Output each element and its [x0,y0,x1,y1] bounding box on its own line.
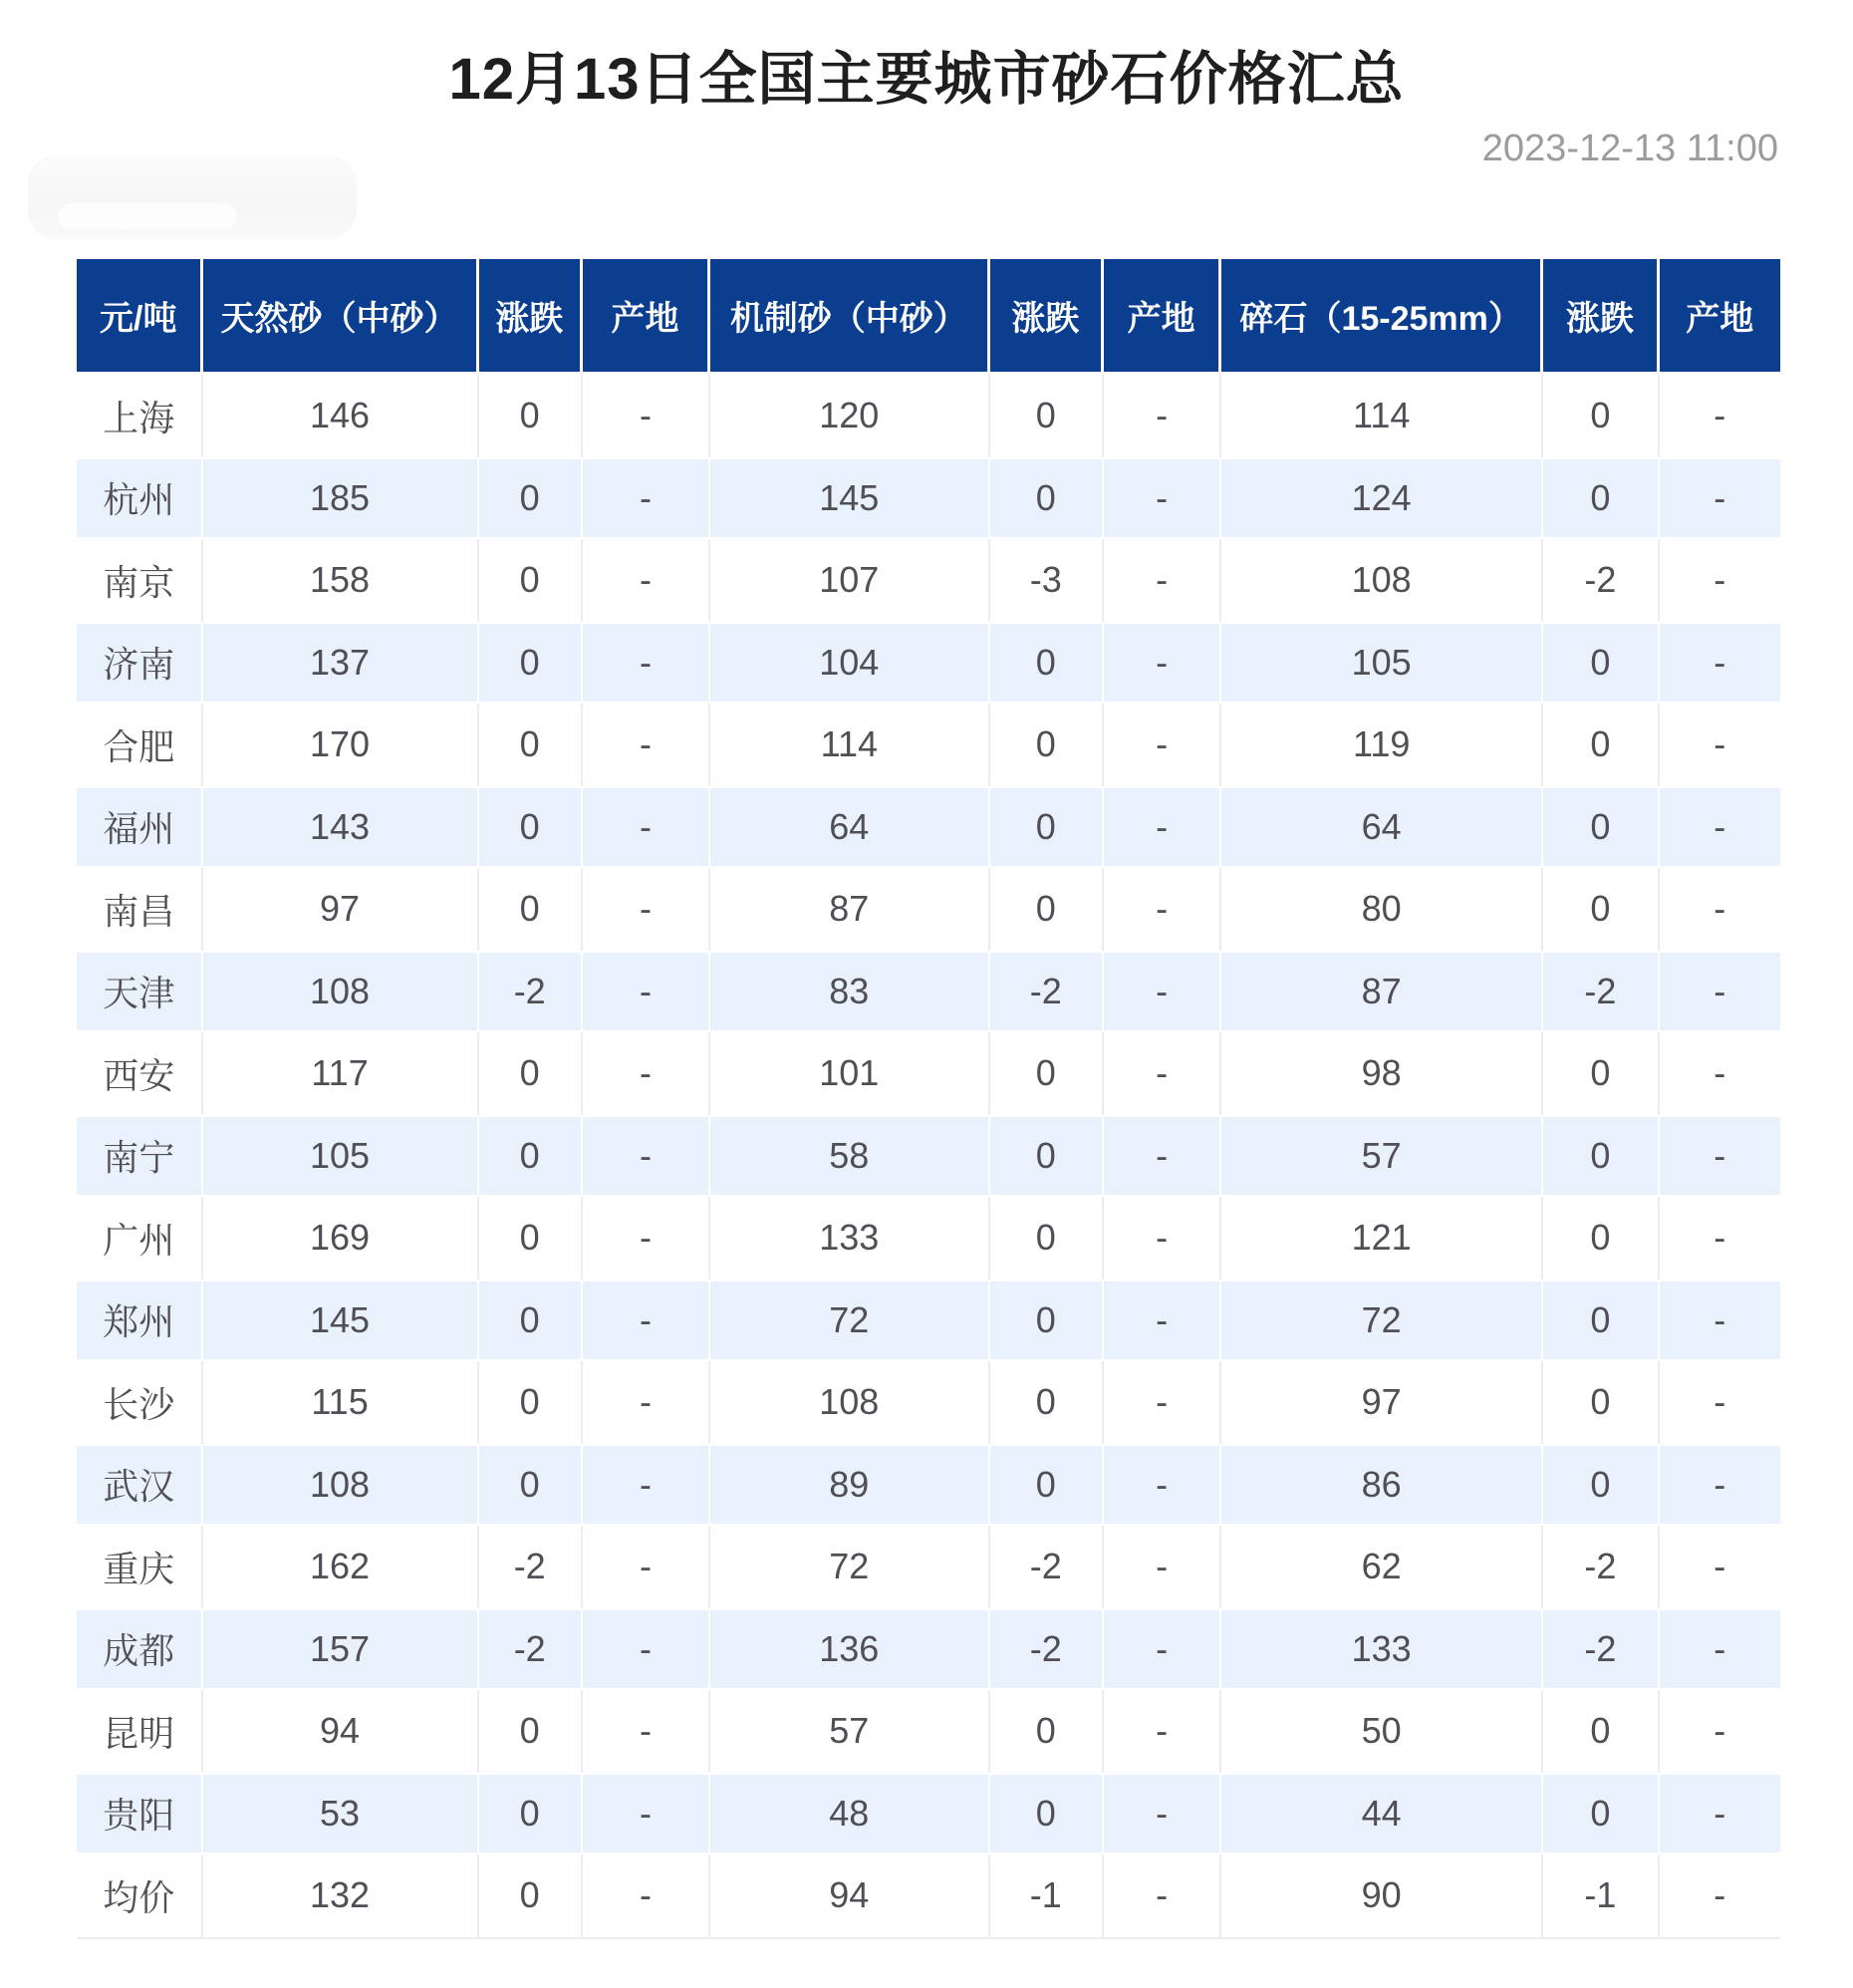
value-cell: 87 [1221,951,1543,1033]
value-cell: 64 [1221,786,1543,869]
value-cell: - [1104,868,1221,951]
value-cell: 107 [710,539,989,622]
value-cell: 115 [203,1361,479,1444]
city-cell: 天津 [77,951,203,1033]
value-cell: 97 [203,868,479,951]
value-cell: - [583,1279,710,1362]
value-cell: 0 [990,457,1105,540]
value-cell: 108 [1221,539,1543,622]
value-cell: 0 [1543,868,1659,951]
table-row [77,704,1780,786]
value-cell: - [583,375,710,457]
table-row [77,1361,1780,1444]
value-cell: - [583,1854,710,1937]
value-cell: - [1104,1690,1221,1773]
city-cell: 南宁 [77,1115,203,1198]
table-row [77,1197,1780,1279]
value-cell: - [1104,786,1221,869]
city-cell: 西安 [77,1032,203,1115]
value-cell: 105 [1221,622,1543,705]
value-cell: - [1660,868,1780,951]
value-cell: - [1660,375,1780,457]
value-cell: - [1104,457,1221,540]
value-cell: - [1660,1361,1780,1444]
value-cell: 0 [479,786,583,869]
value-cell: 108 [710,1361,989,1444]
value-cell: - [1660,1444,1780,1527]
table-row [77,539,1780,622]
value-cell: 169 [203,1197,479,1279]
value-cell: 114 [710,704,989,786]
value-cell: -3 [990,539,1105,622]
value-cell: 145 [203,1279,479,1362]
table-row [77,1032,1780,1115]
value-cell: 94 [710,1854,989,1937]
value-cell: - [1104,539,1221,622]
column-header: 涨跌 [1543,259,1659,375]
column-header: 涨跌 [479,259,583,375]
value-cell: - [583,868,710,951]
value-cell: - [583,539,710,622]
value-cell: - [1104,1854,1221,1937]
column-header: 元/吨 [77,259,203,375]
value-cell: 64 [710,786,989,869]
value-cell: 0 [1543,786,1659,869]
value-cell: 0 [1543,704,1659,786]
value-cell: 0 [479,375,583,457]
value-cell: 0 [990,704,1105,786]
value-cell: - [1660,1773,1780,1855]
value-cell: 62 [1221,1526,1543,1608]
value-cell: 0 [1543,1690,1659,1773]
table-row [77,457,1780,540]
city-cell: 济南 [77,622,203,705]
value-cell: 0 [990,786,1105,869]
table-row [77,786,1780,869]
value-cell: 44 [1221,1773,1543,1855]
value-cell: - [583,1032,710,1115]
value-cell: 57 [1221,1115,1543,1198]
timestamp: 2023-12-13 11:00 [1481,128,1778,169]
value-cell: - [583,951,710,1033]
value-cell: -2 [1543,951,1659,1033]
value-cell: -1 [990,1854,1105,1937]
value-cell: 0 [479,1773,583,1855]
value-cell: 0 [479,457,583,540]
value-cell: - [1660,1854,1780,1937]
value-cell: - [583,704,710,786]
city-cell: 南京 [77,539,203,622]
column-header: 产地 [1104,259,1221,375]
value-cell: 72 [710,1526,989,1608]
value-cell: 105 [203,1115,479,1198]
value-cell: - [1660,786,1780,869]
value-cell: -2 [479,1608,583,1691]
value-cell: 119 [1221,704,1543,786]
column-header: 碎石（15-25mm） [1221,259,1543,375]
value-cell: 0 [479,1854,583,1937]
value-cell: - [583,1690,710,1773]
table-row [77,622,1780,705]
value-cell: 101 [710,1032,989,1115]
table-row [77,1608,1780,1691]
city-cell: 重庆 [77,1526,203,1608]
city-cell: 贵阳 [77,1773,203,1855]
value-cell: 0 [479,1032,583,1115]
value-cell: 0 [990,1197,1105,1279]
value-cell: - [1104,622,1221,705]
value-cell: 53 [203,1773,479,1855]
value-cell: 58 [710,1115,989,1198]
value-cell: 0 [479,1197,583,1279]
value-cell: - [1104,1608,1221,1691]
value-cell: 132 [203,1854,479,1937]
value-cell: -2 [479,1526,583,1608]
value-cell: 0 [1543,1197,1659,1279]
value-cell: -2 [1543,1608,1659,1691]
column-header: 产地 [1660,259,1780,375]
value-cell: 0 [1543,457,1659,540]
value-cell: 0 [990,622,1105,705]
column-header: 机制砂（中砂） [710,259,989,375]
value-cell: - [1660,622,1780,705]
value-cell: 72 [710,1279,989,1362]
value-cell: 0 [990,1115,1105,1198]
value-cell: 117 [203,1032,479,1115]
watermark-blob [28,155,357,239]
value-cell: 143 [203,786,479,869]
value-cell: 0 [990,868,1105,951]
value-cell: - [1660,1032,1780,1115]
city-cell: 昆明 [77,1690,203,1773]
value-cell: 0 [479,704,583,786]
value-cell: - [1104,1444,1221,1527]
city-cell: 长沙 [77,1361,203,1444]
value-cell: 0 [1543,1773,1659,1855]
city-cell: 武汉 [77,1444,203,1527]
value-cell: 0 [990,1444,1105,1527]
table-row [77,1115,1780,1198]
value-cell: -2 [990,951,1105,1033]
value-cell: 0 [1543,375,1659,457]
value-cell: - [1660,1690,1780,1773]
value-cell: 162 [203,1526,479,1608]
value-cell: 83 [710,951,989,1033]
city-cell: 上海 [77,375,203,457]
value-cell: - [1104,951,1221,1033]
table-body [77,375,1780,1937]
value-cell: - [1660,1197,1780,1279]
table-header [77,259,1780,375]
value-cell: - [583,1361,710,1444]
city-cell: 合肥 [77,704,203,786]
value-cell: 146 [203,375,479,457]
city-cell: 杭州 [77,457,203,540]
value-cell: -2 [990,1608,1105,1691]
value-cell: 104 [710,622,989,705]
value-cell: - [1104,375,1221,457]
value-cell: 133 [710,1197,989,1279]
value-cell: 108 [203,1444,479,1527]
column-header: 涨跌 [990,259,1105,375]
table-row [77,375,1780,457]
value-cell: 133 [1221,1608,1543,1691]
value-cell: 0 [990,1279,1105,1362]
value-cell: 136 [710,1608,989,1691]
value-cell: 57 [710,1690,989,1773]
table-row [77,1444,1780,1527]
value-cell: - [583,1773,710,1855]
value-cell: - [1660,1279,1780,1362]
value-cell: - [583,1115,710,1198]
value-cell: - [583,1444,710,1527]
table-row [77,1526,1780,1608]
value-cell: - [1660,951,1780,1033]
value-cell: 108 [203,951,479,1033]
table-row [77,951,1780,1033]
value-cell: 0 [990,1361,1105,1444]
value-cell: 170 [203,704,479,786]
value-cell: 0 [1543,1032,1659,1115]
value-cell: -2 [990,1526,1105,1608]
value-cell: - [1104,704,1221,786]
value-cell: 0 [479,1115,583,1198]
value-cell: - [583,1608,710,1691]
value-cell: 0 [1543,622,1659,705]
value-cell: 185 [203,457,479,540]
value-cell: 0 [990,1773,1105,1855]
value-cell: 0 [479,539,583,622]
value-cell: 121 [1221,1197,1543,1279]
value-cell: 97 [1221,1361,1543,1444]
value-cell: -1 [1543,1854,1659,1937]
value-cell: 0 [479,1690,583,1773]
value-cell: - [1104,1032,1221,1115]
value-cell: - [583,1197,710,1279]
value-cell: 98 [1221,1032,1543,1115]
value-cell: 48 [710,1773,989,1855]
value-cell: - [583,786,710,869]
city-cell: 均价 [77,1854,203,1937]
value-cell: - [1104,1115,1221,1198]
value-cell: - [1104,1279,1221,1362]
value-cell: 124 [1221,457,1543,540]
value-cell: 120 [710,375,989,457]
value-cell: 0 [479,1361,583,1444]
value-cell: - [1104,1197,1221,1279]
price-table-container [77,259,1780,1939]
table-row [77,1690,1780,1773]
value-cell: - [1660,1526,1780,1608]
price-table [77,259,1780,1939]
value-cell: 0 [1543,1115,1659,1198]
value-cell: - [1104,1526,1221,1608]
value-cell: 0 [479,622,583,705]
value-cell: 0 [1543,1279,1659,1362]
value-cell: 145 [710,457,989,540]
value-cell: - [1104,1361,1221,1444]
value-cell: 0 [990,375,1105,457]
table-row [77,1854,1780,1937]
value-cell: - [1660,457,1780,540]
value-cell: 87 [710,868,989,951]
city-cell: 广州 [77,1197,203,1279]
value-cell: 0 [1543,1361,1659,1444]
value-cell: - [1104,1773,1221,1855]
value-cell: 0 [990,1690,1105,1773]
value-cell: 89 [710,1444,989,1527]
value-cell: 94 [203,1690,479,1773]
value-cell: 137 [203,622,479,705]
city-cell: 南昌 [77,868,203,951]
value-cell: 0 [1543,1444,1659,1527]
value-cell: - [1660,704,1780,786]
value-cell: 0 [479,1279,583,1362]
value-cell: 0 [479,1444,583,1527]
value-cell: -2 [1543,539,1659,622]
value-cell: -2 [479,951,583,1033]
column-header: 天然砂（中砂） [203,259,479,375]
value-cell: 86 [1221,1444,1543,1527]
value-cell: - [583,1526,710,1608]
header-row [77,259,1780,375]
page-title: 12月13日全国主要城市砂石价格汇总 [448,47,1405,112]
value-cell: 0 [479,868,583,951]
value-cell: 158 [203,539,479,622]
value-cell: - [1660,1608,1780,1691]
table-row [77,1773,1780,1855]
city-cell: 郑州 [77,1279,203,1362]
table-row [77,1279,1780,1362]
table-row [77,868,1780,951]
value-cell: 157 [203,1608,479,1691]
value-cell: 50 [1221,1690,1543,1773]
value-cell: - [583,622,710,705]
value-cell: - [1660,539,1780,622]
value-cell: 90 [1221,1854,1543,1937]
value-cell: - [583,457,710,540]
value-cell: 0 [990,1032,1105,1115]
value-cell: 114 [1221,375,1543,457]
city-cell: 成都 [77,1608,203,1691]
value-cell: 80 [1221,868,1543,951]
value-cell: 72 [1221,1279,1543,1362]
value-cell: -2 [1543,1526,1659,1608]
city-cell: 福州 [77,786,203,869]
column-header: 产地 [583,259,710,375]
value-cell: - [1660,1115,1780,1198]
